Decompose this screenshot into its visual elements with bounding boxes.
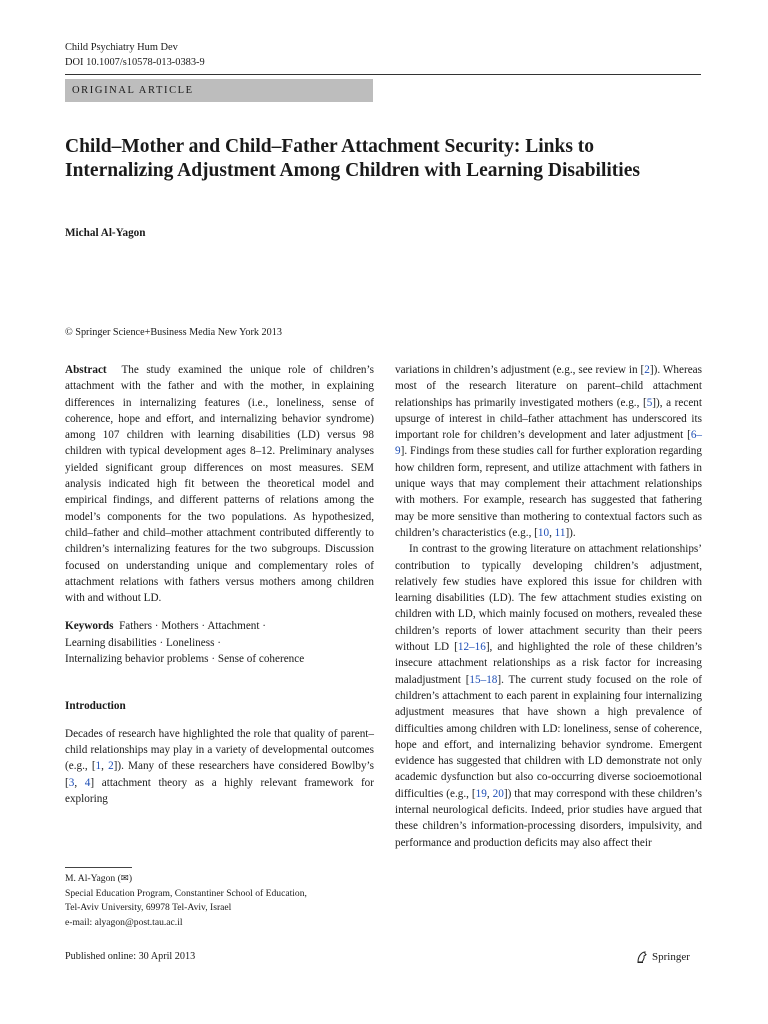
citation-link[interactable]: 4 — [84, 776, 91, 789]
article-type-banner: ORIGINAL ARTICLE — [65, 79, 373, 102]
author-footnote — [65, 872, 374, 930]
citation-link[interactable]: 3 — [68, 776, 75, 789]
published-date: Published online: 30 April 2013 — [65, 951, 196, 962]
bracket-close: ] — [113, 760, 118, 773]
citation-link[interactable]: 20 — [492, 787, 504, 800]
footnote-author: M. Al-Yagon (✉) — [65, 873, 133, 884]
citation-link[interactable]: 2 — [644, 364, 650, 376]
footnote-rule — [65, 867, 132, 868]
citation-link[interactable]: 5 — [646, 396, 653, 409]
body-text: ], and highlighted the role of these children’s insecure attachment relationships as a risk factor for increasing maladjustment [ — [395, 641, 702, 686]
author-name: Michal Al-Yagon — [65, 227, 146, 239]
right-paragraph-2 — [395, 541, 702, 851]
body-text: ]). — [565, 526, 576, 539]
article-title: Child–Mother and Child–Father Attachment Security: Links to Internalizing Adjustment Among Children with Learning Disabilities — [65, 136, 640, 181]
body-text: In contrast to the growing literature on attachment relationships’ contribution to typically developing children’s adjustment, relatively few studies have explored this issue for children with learning disabilities (LD). The few attachment studies existing on children with LD, which mainly focused on mothers, revealed these children’s reports of lower attachment security than their peers without LD [ — [395, 543, 702, 654]
abstract-text: The study examined the unique role of children’s attachment with the father and with the mother, in explaining differences in internalizing features (i.e., loneliness, sense of coherence, hope and effort, and internalizing behavior syndrome) among 107 children with learning disabilities (LD) versus 98 children with typical development ages 8–12. Preliminary analyses yielded significant group differences on most measures. SEM analysis indicated high fit between the theoretical model and empirical findings, and different patterns of relations among the model’s components for the two populations. As hypothesized, child–father and child–mother attachment contributed differently to children’s internalizing features for the two subgroups. Discussion focused on understanding unique and complementary roles of attachment relations with fathers versus mothers among children with and without LD. — [65, 364, 374, 605]
body-text: ]. Findings from these studies call for further exploration regarding how children form, represent, and utilize attachment with fathers in unique ways that may complement their attachment relationships with mothers. For example, research has suggested that fathering may be more sensitive than mothering to contextual factors such as children’s characteristics (e.g., [ — [395, 445, 702, 539]
copyright-line: © Springer Science+Business Media New York 2013 — [65, 327, 282, 338]
journal-header — [65, 40, 205, 70]
footnote-email[interactable]: e-mail: alyagon@post.tau.ac.il — [65, 916, 183, 928]
citation-separator: , — [486, 787, 493, 800]
citation-link[interactable]: 19 — [475, 787, 487, 800]
journal-name: Child Psychiatry Hum Dev — [65, 42, 178, 53]
body-text: ]). Whereas most of the research literature on parent–child attachment relationships has primarily investigated mothers (e.g., [ — [395, 364, 702, 409]
footnote-affiliation-2: Tel-Aviv University, 69978 Tel-Aviv, Israel — [65, 902, 232, 913]
body-text: variations in children’s adjustment (e.g., see review in [ — [395, 364, 645, 376]
citation-link[interactable]: 12–16 — [457, 641, 486, 654]
right-paragraph-1 — [395, 362, 702, 541]
citation-separator: , — [549, 526, 555, 539]
abstract — [65, 362, 374, 606]
citation-link[interactable]: 1 — [95, 760, 102, 773]
introduction-paragraph — [65, 726, 374, 807]
right-column — [395, 362, 702, 851]
intro-text: ] attachment theory as a highly relevant framework for exploring — [65, 776, 375, 805]
publisher-name: Springer — [652, 951, 690, 963]
springer-horse-icon — [635, 950, 649, 964]
citation-link[interactable]: 6–9 — [395, 429, 702, 458]
abstract-heading: Abstract — [65, 364, 107, 376]
intro-text: ). Many of these researchers have considered Bowlby’s — [117, 760, 374, 773]
keywords-heading: Keywords — [65, 620, 114, 633]
doi: DOI 10.1007/s10578-013-0383-9 — [65, 57, 205, 68]
header-rule — [65, 74, 701, 75]
citation-separator: , — [74, 776, 85, 789]
body-text: ]), a recent upsurge of interest in child–father attachment has underscored its important role for children’s development and later adjustment [ — [395, 396, 702, 442]
publisher-mark — [635, 950, 690, 964]
introduction-heading: Introduction — [65, 700, 126, 713]
bracket-open: [ — [91, 760, 96, 773]
keywords-line-1: Fathers · Mothers · Attachment · — [119, 620, 267, 633]
footnote-affiliation-1: Special Education Program, Constantiner School of Education, — [65, 887, 307, 899]
intro-text: Decades of research have highlighted the role that quality of parent–child relationships may play in a variety of developmental outcomes (e.g., — [65, 727, 374, 773]
keywords-line-2: Learning disabilities · Loneliness · — [65, 636, 221, 649]
citation-separator: , — [101, 760, 109, 773]
keywords — [65, 618, 374, 667]
citation-link[interactable]: 2 — [108, 760, 114, 773]
body-text: ]. The current study focused on the role of children’s attachment to each parent in explaining four internalizing adjustment measures that have shown a high prevalence of difficulties among children with LD: loneliness, sense of coherence, hope and effort, and internalizing behavior syndrome. Emergent evidence has suggested that children with LD demonstrate not only academic dysfunction but also co-occurring diverse socioemotional difficulties (e.g., [ — [395, 673, 702, 800]
left-column — [65, 362, 374, 807]
citation-link[interactable]: 15–18 — [469, 673, 498, 686]
bracket-open: [ — [65, 776, 69, 789]
keywords-line-3: Internalizing behavior problems · Sense of coherence — [65, 653, 305, 666]
body-text: ]) that may correspond with these children’s internal neurological deficits. Indeed, prior studies have argued that these children’s information-processing disorders, impulsivity, and performance and production deficits may also affect their — [395, 787, 703, 849]
citation-link[interactable]: 10 — [537, 526, 550, 539]
citation-link[interactable]: 11 — [554, 526, 566, 539]
